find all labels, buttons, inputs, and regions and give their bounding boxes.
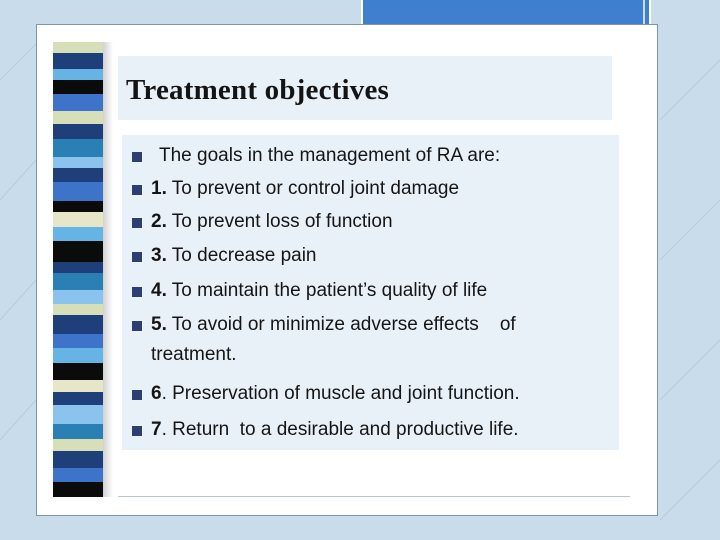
stripe-segment (53, 262, 103, 273)
stripe-segment (53, 227, 103, 240)
square-bullet-icon (132, 287, 142, 297)
stripe-segment (53, 380, 103, 391)
stripe-segment (53, 315, 103, 334)
item-number: 3. (151, 245, 167, 266)
stripe-segment (53, 451, 103, 468)
stripe-segment (53, 157, 103, 168)
stripe-shadow (103, 42, 113, 497)
square-bullet-icon (132, 152, 142, 162)
item-text-continuation: treatment. (151, 344, 237, 365)
item-text: To avoid or minimize adverse effects of (166, 314, 516, 335)
stripe-segment (53, 182, 103, 201)
stripe-segment (53, 363, 103, 380)
stripe-segment (53, 290, 103, 303)
square-bullet-icon (132, 321, 142, 331)
item-number: 1. (151, 178, 167, 199)
stripe-segment (53, 94, 103, 111)
title-box (118, 56, 612, 120)
stripe-segment (53, 482, 103, 497)
square-bullet-icon (132, 185, 142, 195)
stripe-segment (53, 201, 103, 212)
intro-text: The goals in the management of RA are: (159, 145, 501, 166)
stripe-segment (53, 168, 103, 181)
item-number: 2. (151, 211, 167, 232)
bottom-divider (118, 496, 630, 497)
stripe-segment (53, 69, 103, 80)
decorative-stripe-bar (53, 42, 103, 497)
item-text: To prevent loss of function (166, 211, 393, 232)
item-number: 4. (151, 280, 167, 301)
stripe-segment (53, 241, 103, 262)
stripe-segment (53, 273, 103, 290)
stripe-segment (53, 334, 103, 347)
item-text: To prevent or control joint damage (166, 178, 460, 199)
stripe-segment (53, 111, 103, 124)
stripe-segment (53, 42, 103, 53)
item-number: 5. (151, 314, 167, 335)
stripe-segment (53, 124, 103, 139)
stripe-segment (53, 304, 103, 315)
square-bullet-icon (132, 252, 142, 262)
stripe-segment (53, 439, 103, 450)
square-bullet-icon (132, 426, 142, 436)
stripe-segment (53, 424, 103, 439)
square-bullet-icon (132, 218, 142, 228)
item-text: To maintain the patient’s quality of life (166, 280, 488, 301)
stripe-segment (53, 53, 103, 68)
stripe-segment (53, 392, 103, 405)
stripe-segment (53, 405, 103, 424)
stripe-segment (53, 80, 103, 93)
item-text: To decrease pain (166, 245, 317, 266)
item-text: . Preservation of muscle and joint function. (161, 383, 520, 404)
stripe-segment (53, 468, 103, 481)
item-text: . Return to a desirable and productive life. (161, 419, 519, 440)
item-number: 6 (151, 383, 162, 404)
stripe-segment (53, 348, 103, 363)
goals-list (122, 135, 619, 450)
stripe-segment (53, 139, 103, 156)
item-number: 7 (151, 419, 162, 440)
square-bullet-icon (132, 390, 142, 400)
stripe-segment (53, 212, 103, 227)
slide-title: Treatment objectives (126, 74, 390, 106)
